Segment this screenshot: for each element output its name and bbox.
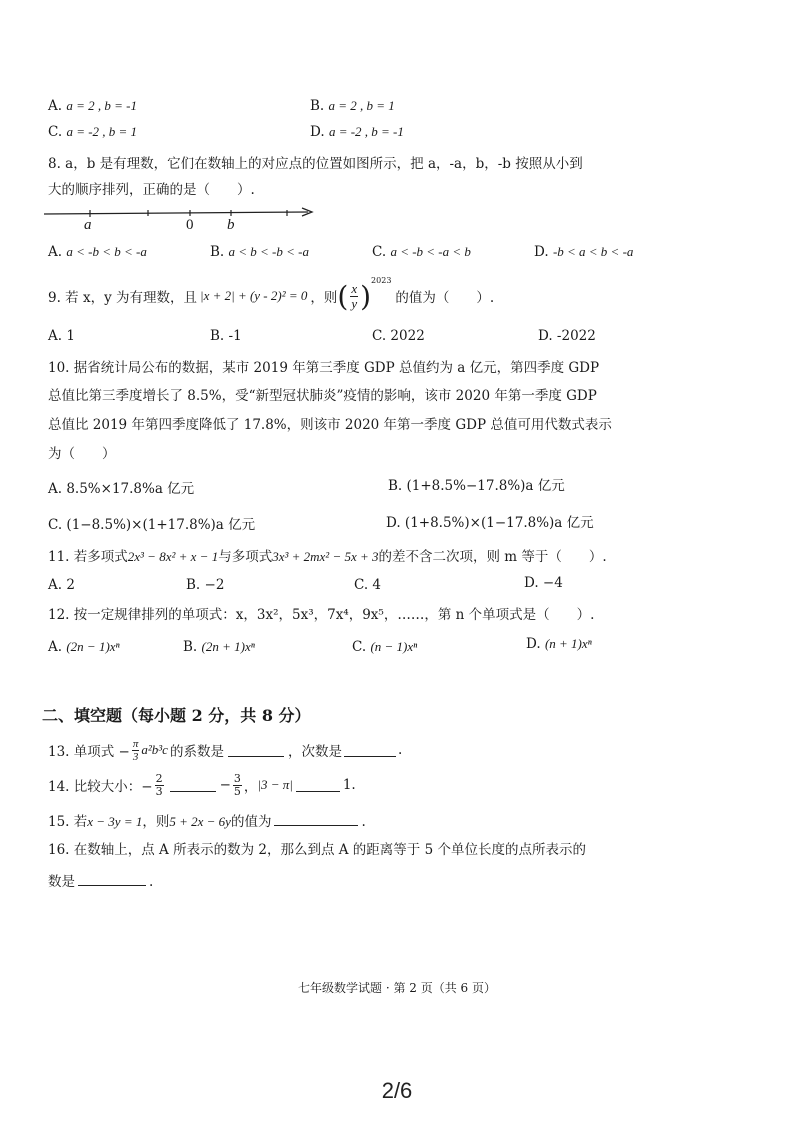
q8-option-d: D. -b < a < b < -a (534, 244, 634, 260)
q8-stem-line1: 8. a，b 是有理数，它们在数轴上的对应点的位置如图所示，把 a，-a，b，-b 按照从小到 (48, 156, 583, 172)
q11-option-d: D. −4 (524, 575, 563, 591)
axis-label-b: b (227, 217, 235, 233)
q13-stem: 13. 单项式 − $\frac{\pi}{3}$ a²b³c 的系数是 ，次数是 . (48, 737, 403, 763)
q9-option-d: D. -2022 (538, 328, 596, 344)
axis-label-a: a (84, 217, 92, 233)
axis-label-zero: 0 (186, 217, 194, 233)
number-line-axis (44, 212, 308, 214)
q14-stem: 14. 比较大小：− $\frac{2}{3}$ − $\frac{3}{5}$ ， |3 − π| 1. (48, 771, 356, 798)
answer-blank[interactable] (78, 872, 146, 886)
q12-option-b: B. (2n + 1)xⁿ (183, 639, 255, 655)
q9-option-a: A. 1 (48, 328, 75, 344)
q10-stem-line2: 总值比第三季度增长了 8.5%，受“新型冠状肺炎”疫情的影响，该市 2020 年第一季度 GDP (48, 388, 597, 404)
q11-option-c: C. 4 (354, 577, 382, 593)
q9-stem: 9. 若 x，y 为有理数，且 |x + 2| + (y - 2)² = 0 ，则 ( $\frac{x}{y}$ ) 2023 的值为（ ）. (48, 276, 495, 313)
q12-option-a: A. (2n − 1)xⁿ (48, 639, 120, 655)
q7-option-b: B. a = 2 , b = 1 (310, 98, 395, 114)
q10-stem-line3: 总值比 2019 年第四季度降低了 17.8%，则该市 2020 年第一季度 GDP 总值可用代数式表示 (48, 417, 612, 433)
q8-option-c: C. a < -b < -a < b (372, 244, 471, 260)
q10-stem-line1: 10. 据省统计局公布的数据，某市 2019 年第三季度 GDP 总值约为 a 亿元，第四季度 GDP (48, 360, 600, 376)
q11-option-b: B. −2 (186, 577, 225, 593)
page-footer: 七年级数学试题 · 第 2 页（共 6 页） (298, 981, 496, 995)
q8-option-a: A. a < -b < b < -a (48, 244, 147, 260)
q10-option-a: A. 8.5%×17.8%a 亿元 (48, 481, 195, 497)
q10-option-d: D. (1+8.5%)×(1−17.8%)a 亿元 (386, 515, 594, 531)
section-heading-fill-in: 二、填空题（每小题 2 分，共 8 分） (42, 706, 311, 725)
page-number: 2/6 (381, 1078, 413, 1103)
q12-option-d: D. (n + 1)xⁿ (526, 636, 592, 652)
answer-blank[interactable] (296, 778, 340, 792)
q9-option-b: B. -1 (210, 328, 242, 344)
number-line-figure (40, 200, 320, 236)
answer-blank[interactable] (274, 812, 358, 826)
q12-stem: 12. 按一定规律排列的单项式：x，3x²，5x³，7x⁴，9x⁵，……，第 n 个单项式是（ ）. (48, 607, 595, 623)
answer-blank[interactable] (170, 778, 216, 792)
q12-option-c: C. (n − 1)xⁿ (352, 639, 418, 655)
q9-option-c: C. 2022 (372, 328, 425, 344)
q7-option-a: A. a = 2 , b = -1 (48, 98, 137, 114)
q7-option-c: C. a = -2 , b = 1 (48, 124, 138, 140)
q10-option-b: B. (1+8.5%−17.8%)a 亿元 (388, 478, 565, 494)
q11-option-a: A. 2 (48, 577, 75, 593)
q7-option-d: D. a = -2 , b = -1 (310, 124, 404, 140)
q8-stem-line2: 大的顺序排列，正确的是（ ）. (48, 182, 255, 198)
q16-stem-line1: 16. 在数轴上，点 A 所表示的数为 2，那么到点 A 的距离等于 5 个单位长度的点所表示的 (48, 842, 586, 858)
q11-stem: 11. 若多项式2x³ − 8x² + x − 1与多项式3x³ + 2mx² − 5x + 3的差不含二次项，则 m 等于（ ）. (48, 549, 607, 565)
q10-option-c: C. (1−8.5%)×(1+17.8%)a 亿元 (48, 517, 256, 533)
q16-stem-line2: 数是 . (48, 874, 154, 890)
q8-option-b: B. a < b < -b < -a (210, 244, 309, 260)
q10-stem-line4: 为（ ） (48, 446, 116, 462)
answer-blank[interactable] (344, 743, 396, 757)
q15-stem: 15. 若x − 3y = 1，则5 + 2x − 6y的值为 . (48, 814, 366, 830)
answer-blank[interactable] (228, 743, 284, 757)
